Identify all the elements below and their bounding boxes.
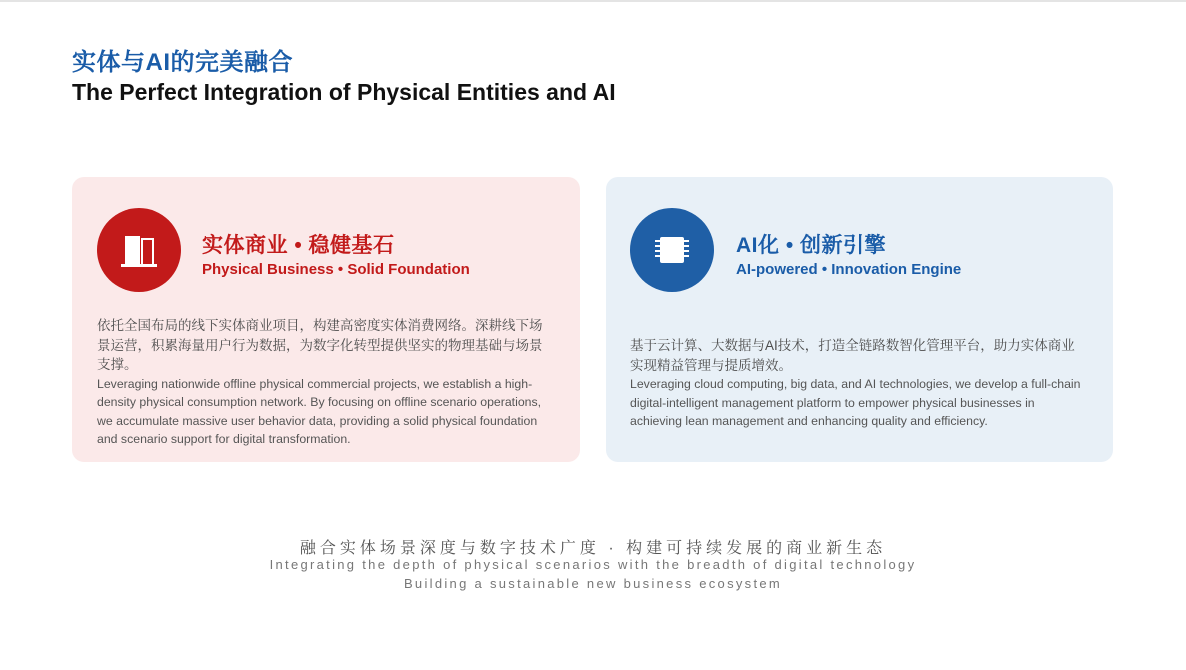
card-body xyxy=(97,316,552,449)
tagline-cn: 融合实体场景深度与数字技术广度 · 构建可持续发展的商业新生态 xyxy=(299,540,887,557)
card-title-cn: AI化 • 创新引擎 xyxy=(736,234,887,257)
top-divider xyxy=(0,0,1186,2)
card-body xyxy=(630,336,1085,431)
building-icon xyxy=(97,208,181,292)
page-title-cn: 实体与AI的完美融合 xyxy=(72,49,293,76)
card-title-en: AI-powered • Innovation Engine xyxy=(736,261,962,278)
card-body-en: Leveraging cloud computing, big data, and AI technologies, we develop a full-chain digital-intelligent management platform to empower physical businesses in achieving lean management and enhancing quality and efficiency. xyxy=(630,377,1081,428)
card-body-en: Leveraging nationwide offline physical commercial projects, we establish a high-density physical consumption network. By focusing on offline scenario operations, we accumulate massive user behavior data, providing a solid physical foundation and scenario support for digital transformation. xyxy=(97,376,542,446)
card-title-cn: 实体商业 • 稳健基石 xyxy=(202,234,395,257)
card-body-cn: 依托全国布局的线下实体商业项目，构建高密度实体消费网络。深耕线下场景运营，积累海量用户行为数据，为数字化转型提供坚实的物理基础与场景支撑。 xyxy=(97,318,543,372)
physical-business-card xyxy=(72,177,580,462)
page-title-en: The Perfect Integration of Physical Entities and AI xyxy=(72,79,616,105)
tagline-en-2: Building a sustainable new business ecosystem xyxy=(403,576,783,591)
ai-powered-card xyxy=(606,177,1113,462)
tagline-en-1: Integrating the depth of physical scenarios with the breadth of digital technology xyxy=(269,557,917,572)
card-title-en: Physical Business • Solid Foundation xyxy=(202,261,470,278)
chip-icon xyxy=(630,208,714,292)
card-body-cn: 基于云计算、大数据与AI技术，打造全链路数智化管理平台，助力实体商业实现精益管理与提质增效。 xyxy=(630,338,1075,373)
